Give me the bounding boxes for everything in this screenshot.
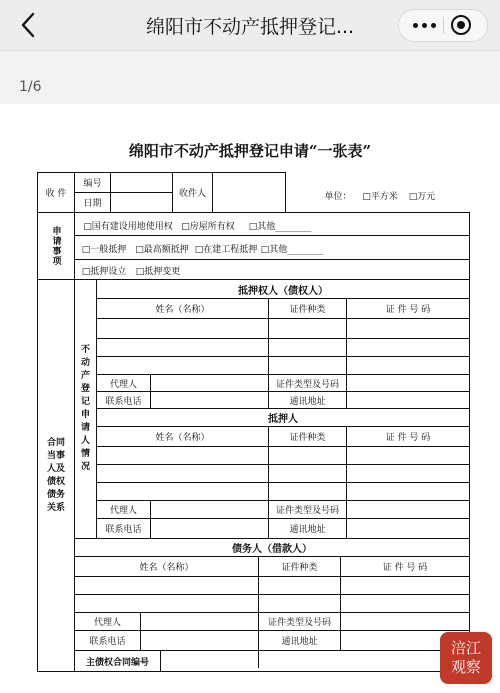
phone-label: 联系电话 <box>105 525 142 535</box>
form-title: 绵阳市不动产抵押登记申请“一张表” <box>128 142 372 160</box>
unit-label: 单位： <box>324 191 352 202</box>
agent-cert-label: 证件类型及号码 <box>267 618 331 628</box>
matter-option: □一般抵押 <box>81 244 127 255</box>
mortgagee-heading: 抵押权人（债权人） <box>238 285 328 297</box>
name-column: 姓名（名称） <box>155 433 210 443</box>
more-dots-icon[interactable] <box>407 10 441 41</box>
page-title: 绵阳市不动产抵押登记... <box>145 16 355 38</box>
cert-number-column: 证 件 号 码 <box>382 563 428 573</box>
matter-option: □其他________ <box>248 221 312 232</box>
name-column: 姓名（名称） <box>155 305 210 315</box>
name-column: 姓名（名称） <box>139 563 194 573</box>
contract-number-label: 主债权合同编号 <box>85 657 149 668</box>
phone-label: 联系电话 <box>89 637 126 647</box>
matter-option: □抵押设立 <box>81 266 127 277</box>
address-label: 通讯地址 <box>289 525 326 535</box>
address-label: 通讯地址 <box>289 396 326 407</box>
mini-program-capsule <box>398 9 488 42</box>
agent-cert-label: 证件类型及号码 <box>275 506 339 516</box>
unit-option-sqm: □平方米 <box>362 191 398 202</box>
matter-option: □最高额抵押 <box>135 244 189 255</box>
matter-option: □房屋所有权 <box>181 221 235 232</box>
mortgagor-heading: 抵押人 <box>268 414 298 425</box>
page-indicator: 1/6 <box>19 79 42 95</box>
agent-cert-label: 证件类型及号码 <box>275 379 339 390</box>
number-label: 编号 <box>83 179 102 189</box>
form-image <box>0 104 500 693</box>
cert-type-column: 证件种类 <box>289 433 326 443</box>
address-label: 通讯地址 <box>281 637 318 647</box>
matter-option: □其他________ <box>260 244 324 255</box>
applicant-info-label: 不动产登记申请人情况 <box>80 345 90 472</box>
cert-number-column: 证 件 号 码 <box>385 305 431 315</box>
cert-type-column: 证件种类 <box>281 563 318 573</box>
parties-label: 合同当事人及债权债务关系 <box>46 437 65 513</box>
unit-option-wan: □万元 <box>408 191 436 202</box>
receiver-label: 收件人 <box>178 189 206 199</box>
agent-label: 代理人 <box>109 506 137 516</box>
close-circle-icon[interactable] <box>451 15 471 35</box>
agent-label: 代理人 <box>93 618 121 628</box>
back-chevron-icon[interactable] <box>14 10 44 40</box>
capsule-divider <box>443 17 444 34</box>
phone-label: 联系电话 <box>105 396 142 407</box>
cert-number-column: 证 件 号 码 <box>385 433 431 443</box>
watermark-logo: 涪江 观察 <box>440 632 492 684</box>
matter-option: □抵押变更 <box>135 266 181 277</box>
debtor-heading: 债务人（借款人） <box>232 544 312 555</box>
matter-option: □国有建设用地使用权 <box>83 221 173 232</box>
matter-option: □在建工程抵押 <box>194 244 258 255</box>
cert-type-column: 证件种类 <box>289 305 326 315</box>
agent-label: 代理人 <box>109 379 137 390</box>
receive-label: 收 件 <box>45 189 67 199</box>
matters-label: 申请事项 <box>50 226 61 266</box>
top-nav-bar <box>0 0 500 51</box>
date-label: 日期 <box>83 199 102 209</box>
